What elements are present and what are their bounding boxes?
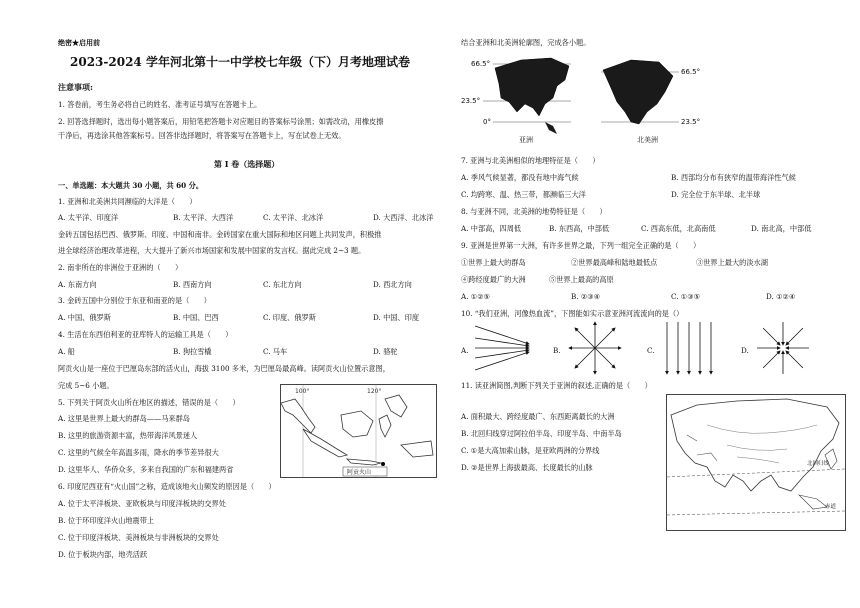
q10-option-c[interactable]: C. [647,346,655,355]
lon-label-120: 120° [367,388,382,395]
q9-item-1: ①世界上最大的群岛 [461,258,526,267]
q11-option-d[interactable]: D. ②是世界上海拔最高、长度最长的山脉 [461,463,593,472]
q10a-arrow-upper2 [475,338,529,346]
sulawesi-island [379,415,391,437]
q7-option-c[interactable]: C. 均跨寒、温、热三带，都濒临三大洋 [461,190,586,199]
q10a-arrow-lower2 [475,350,529,358]
q2-option-c[interactable]: C. 东北方向 [263,280,302,289]
q10-diagram-c [659,318,719,378]
q10-diagram-d [753,318,813,378]
question-11: 11. 读亚洲简图,判断下列关于亚洲的叙述,正确的是（ ） [461,381,652,390]
q9-item-4: ④跨经度最广的大洲 [461,275,526,284]
q1-option-c[interactable]: C. 太平洋、北冰洋 [263,213,324,222]
q9-option-d[interactable]: D. ①②④ [766,292,796,301]
q3-option-b[interactable]: B. 中国、巴西 [173,313,219,322]
question-5: 5. 下列关于阿贡火山所在地区的描述，错误的是（ ） [58,398,240,407]
na-lat-23: 23.5° [681,118,701,126]
q10d-arrow-ne [786,328,803,345]
q8-option-c[interactable]: C. 西高东低，北高南低 [641,224,716,233]
q4-option-a[interactable]: A. 船 [58,347,75,356]
q10-diagram-b [565,318,625,378]
q7-option-a[interactable]: A. 季风气候显著，都没有地中海气候 [461,173,579,182]
agung-map-svg [281,385,436,477]
q9-item-2: ②世界最高峰和陆地最低点 [571,258,658,267]
q10a-arrow-upper [475,326,529,344]
q10d-arrow-nw [763,328,780,345]
part-heading: 第 I 卷（选择题） [214,159,280,169]
q2-option-d[interactable]: D. 西北方向 [373,280,412,289]
question-4: 4. 生活在东西伯利亚的亚库特人的运输工具是（ ） [58,330,233,339]
lon-label-100: 100° [295,388,310,395]
q6-option-a[interactable]: A. 位于太平洋板块、亚欧板块与印度洋板块的交界处 [58,499,226,508]
asia-outline [495,58,569,116]
q4-option-d[interactable]: D. 骆驼 [373,347,398,356]
secret-label: 绝密★启用前 [58,38,100,47]
asia-lat-23: 23.5° [461,97,481,105]
q9-option-a[interactable]: A. ①②⑤ [461,292,491,301]
question-6: 6. 印度尼西亚有“火山国”之称，造成该地火山频发的原因是（ ） [58,482,276,491]
new-guinea-island [401,441,433,457]
q7-option-b[interactable]: B. 西部均分布有狭窄的温带海洋性气候 [671,173,796,182]
q5-option-b[interactable]: B. 这里的旅游资源丰富，热带海洋风景迷人 [58,431,198,440]
q6-option-b[interactable]: B. 位于环印度洋火山地震带上 [58,516,155,525]
q10b-arrow-se [595,348,615,368]
q8-option-a[interactable]: A. 中部高，四周低 [461,224,522,233]
southeast-islands [799,495,827,509]
section-heading: 一、单选题：本大题共 30 小题，共 60 分。 [58,181,204,190]
question-2: 2. 南非所在的非洲位于亚洲的（ ） [58,263,183,272]
q6-option-d[interactable]: D. 位于板块内部，地壳活跃 [58,550,148,559]
note-1: 1. 答卷前，考生务必将自己的姓名、准考证号填写在答题卡上。 [58,100,262,109]
q11-option-a[interactable]: A. 面积最大、跨经度最广、东西距离最长的大洲 [461,412,615,421]
passage-1b: 进全球经济治理改革进程，大大提升了新兴市场国家和发展中国家的发言权。据此完成 2~3 题。 [58,246,366,255]
q1-option-b[interactable]: B. 太平洋、大西洋 [173,213,234,222]
q3-option-d[interactable]: D. 中国、印度 [373,313,420,322]
q10-option-a[interactable]: A. [461,346,469,355]
q4-option-c[interactable]: C. 马车 [263,347,288,356]
asia-continent-outline [671,399,839,491]
page-title: 2023-2024 学年河北第十一中学校七年级（下）月考地理试卷 [70,55,410,69]
q5-option-d[interactable]: D. 这里华人、华侨众多，多来自我国的广东和福建两省 [58,465,234,474]
right-intro: 结合亚洲和北美洲轮廓图，完成各小题。 [461,38,591,47]
asia-islands [545,122,557,134]
passage-1a: 金砖五国包括巴西、俄罗斯、印度、中国和南非。金砖国家在重大国际和地区问题上共同发声，积极推 [58,230,382,239]
question-3: 3. 金砖五国中分别位于东亚和南亚的是（ ） [58,296,211,305]
agung-label: 阿贡火山 [347,469,372,476]
notes-heading: 注意事项: [58,82,93,92]
q10d-arrow-se [786,351,803,368]
asia-lat-66: 66.5° [471,60,491,68]
equator-line [667,511,845,515]
q3-option-a[interactable]: A. 中国、俄罗斯 [58,313,111,322]
q9-option-b[interactable]: B. ②③④ [571,292,601,301]
q9-item-3: ③世界上最大的淡水湖 [696,258,768,267]
q10-diagram-a [471,320,533,376]
philippines-islands [385,395,407,417]
na-lat-66: 66.5° [681,68,701,76]
q8-option-b[interactable]: B. 东西高，中部低 [549,224,610,233]
question-10: 10. “我们亚洲，河像热血流”，下图能如实示意亚洲河流流向的是（） [461,309,684,318]
q9-option-c[interactable]: C. ①③⑤ [671,292,701,301]
malay-peninsula [281,399,315,433]
question-7: 7. 亚洲与北美洲相似的地理特征是（ ） [461,156,600,165]
q10-option-b[interactable]: B. [553,346,561,355]
q1-option-a[interactable]: A. 太平洋、印度洋 [58,213,119,222]
q7-option-d[interactable]: D. 完全位于东半球、北半球 [671,190,761,199]
q10b-arrow-ne [595,328,615,348]
agung-volcano-marker [381,462,385,466]
q3-option-c[interactable]: C. 印度、俄罗斯 [263,313,316,322]
q10d-arrow-sw [763,351,780,368]
question-1: 1. 亚洲和北美洲共同濒临的大洋是（ ） [58,197,197,206]
q11-option-b[interactable]: B. 北回归线穿过阿拉伯半岛、印度半岛、中南半岛 [461,429,622,438]
passage-2a: 阿贡火山是一座位于巴厘岛东部的活火山，海拔 3100 多米，为巴厘岛最高峰。读阿贡火山位置示意图， [58,364,390,373]
q1-option-d[interactable]: D. 大西洋、北冰洋 [373,213,434,222]
q10b-arrow-nw [575,328,595,348]
sumatra-island [303,429,347,457]
q5-option-a[interactable]: A. 这里是世界上最大的群岛——马来群岛 [58,414,190,423]
q4-option-b[interactable]: B. 狗拉雪橇 [173,347,212,356]
equator-label: 赤道 [825,504,837,510]
note-2b: 干净后，再选涂其他答案标号。回答非选择题时，将答案写在答题卡上，写在试卷上无效。 [58,131,346,140]
agung-volcano-map [280,384,437,478]
passage-2b: 完成 5~6 小题。 [58,381,114,390]
q10a-arrow-lower [475,352,529,370]
q5-option-c[interactable]: C. 这里的气候全年高温多雨，降水的季节差异很大 [58,448,219,457]
north-america-outline [603,60,673,124]
q10-option-d[interactable]: D. [741,346,749,355]
asia-sketch-svg [667,395,845,530]
q9-item-5: ⑤世界上最高的高原 [549,275,614,284]
asia-label: 亚洲 [519,136,533,144]
question-9: 9. 亚洲是世界第一大洲，有许多世界之最，下列一组完全正确的是（ ） [461,241,701,250]
q2-option-b[interactable]: B. 西南方向 [173,280,212,289]
asia-north-america-map [461,52,711,144]
q8-option-d[interactable]: D. 南北高，中部低 [751,224,812,233]
q10b-arrow-sw [575,348,595,368]
q11-option-c[interactable]: C. ①是大高加索山脉，是亚欧两洲的分界线 [461,446,600,455]
borneo-island [341,411,373,437]
tropic-of-cancer-label: 北回归线 [807,461,830,467]
q2-option-a[interactable]: A. 东南方向 [58,280,97,289]
question-8: 8. 与亚洲不同，北美洲的地势特征是（ ） [461,207,607,216]
asia-lat-0: 0° [483,118,491,126]
q6-option-c[interactable]: C. 位于印度洋板块、美洲板块与非洲板块的交界处 [58,533,219,542]
north-america-label: 北美洲 [637,136,658,144]
asia-sketch-map [666,394,846,531]
note-2a: 2. 回答选择题时，选出每小题答案后，用铅笔把答题卡对应题目的答案标号涂黑；如需改动，用橡皮擦 [58,117,384,126]
